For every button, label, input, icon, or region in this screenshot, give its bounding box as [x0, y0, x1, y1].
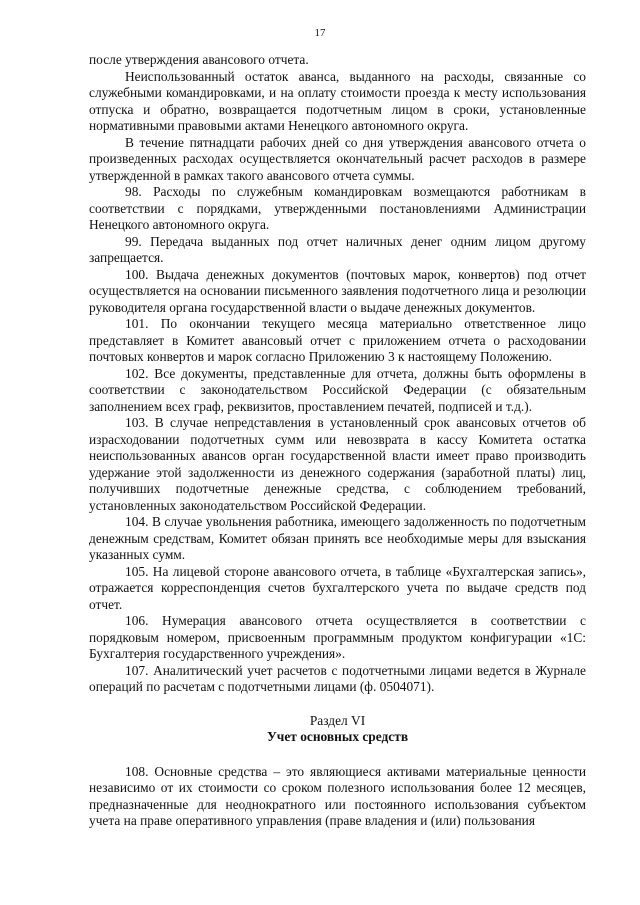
paragraphs-bottom [89, 764, 586, 830]
paragraph: 103. В случае непредставления в установленный срок авансовых отчетов об израсходовании подотчетных сумм или невозврата в кассу Комитета остатка неиспользованных авансов орган государственной власти имеет право производить удержание этой задолженности из денежного содержания (заработной платы) лиц, получивших подотчетные денежные средства, с соблюдением требований, установленных законодательством Российской Федерации. [89, 415, 586, 513]
paragraph: 108. Основные средства – это являющиеся активами материальные ценности независимо от их стоимости со сроком полезного использования более 12 месяцев, предназначенные для неоднократного или постоянного использования субъектом учета на праве оперативного управления (праве владения и (или) пользования [89, 763, 586, 828]
paragraph: 106. Нумерация авансового отчета осуществляется в соответствии с порядковым номером, присвоенным программным продуктом конфигурации «1С: Бухгалтерия государственного учреждения». [89, 613, 586, 661]
paragraph: 104. В случае увольнения работника, имеющего задолженность по подотчетным денежным средствам, Комитет обязан принять все необходимые меры для взыскания указанных сумм. [89, 514, 586, 562]
paragraph: 107. Аналитический учет расчетов с подотчетными лицами ведется в Журнале операций по расчетам с подотчетными лицами (ф. 0504071). [89, 662, 586, 694]
paragraph: 99. Передача выданных под отчет наличных денег одним лицом другому запрещается. [89, 233, 586, 265]
paragraph: 101. По окончании текущего месяца материально ответственное лицо представляет в Комитет авансовый отчет с приложением отчета о расходовании почтовых конвертов и марок согласно Приложению 3 к настоящему Положению. [89, 316, 586, 364]
paragraph: Неиспользованный остаток аванса, выданного на расходы, связанные со служебными командировками, и на оплату стоимости проезда к месту использования отпуска и обратно, возвращается подотчетным лицом в сроки, установленные нормативными правовыми актами Ненецкого автономного округа. [89, 68, 586, 133]
paragraph: после утверждения авансового отчета. [89, 52, 309, 67]
paragraph: 98. Расходы по служебным командировкам возмещаются работникам в соответствии с порядками, утвержденными постановлениями Администрации Ненецкого автономного округа. [89, 184, 586, 232]
paragraph: 105. На лицевой стороне авансового отчета, в таблице «Бухгалтерская запись», отражается корреспонденция счетов бухгалтерского учета по выдаче средств под отчет. [89, 563, 586, 612]
section-title: Учет основных средств [266, 729, 409, 744]
page-number: 17 [314, 27, 326, 39]
document-body [89, 52, 586, 830]
paragraph: 100. Выдача денежных документов (почтовых марок, конвертов) под отчет осуществляется на основании письменного заявления подотчетного лица и резолюции руководителя органа государственной власти о выдаче денежных документов. [89, 266, 586, 315]
paragraph: В течение пятнадцати рабочих дней со дня утверждения авансового отчета о произведенных расходах осуществляется окончательный расчет расходов в размере утвержденной в рамках такого авансового отчета суммы. [89, 134, 586, 183]
paragraph: 102. Все документы, представленные для отчета, должны быть оформлены в соответствии с законодательством Российской Федерации (с обязательным заполнением всех граф, реквизитов, проставлением печатей, подписей и т.д.). [89, 365, 586, 414]
section-heading [89, 713, 586, 746]
paragraphs-top [89, 52, 586, 696]
section-label: Раздел VI [309, 712, 366, 728]
